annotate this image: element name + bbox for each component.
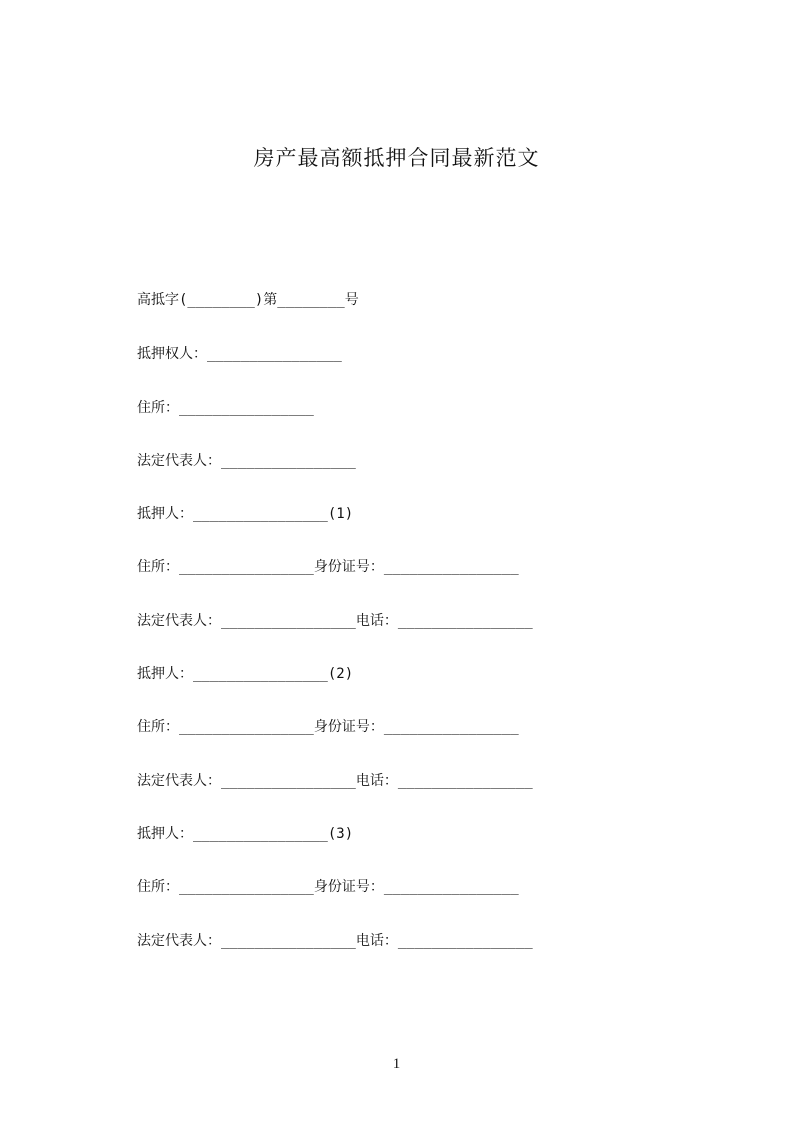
contract-number-line: 高抵字(________)第________号 xyxy=(137,292,359,308)
mortgagor-3-address-id-line: 住所：________________身份证号：________________ xyxy=(137,879,519,895)
mortgagor-3-representative-phone-line: 法定代表人：________________电话：________________ xyxy=(137,933,533,949)
document-title: 房产最高额抵押合同最新范文 xyxy=(253,146,540,170)
mortgagor-1-line: 抵押人：________________(1) xyxy=(137,506,354,522)
page-number: 1 xyxy=(392,1056,401,1072)
mortgagee-line: 抵押权人：________________ xyxy=(137,346,342,362)
mortgagor-2-line: 抵押人：________________(2) xyxy=(137,666,354,682)
mortgagee-representative-line: 法定代表人：________________ xyxy=(137,453,356,469)
mortgagor-1-address-id-line: 住所：________________身份证号：________________ xyxy=(137,559,519,575)
mortgagor-2-address-id-line: 住所：________________身份证号：________________ xyxy=(137,719,519,735)
mortgagee-address-line: 住所：________________ xyxy=(137,400,314,416)
mortgagor-1-representative-phone-line: 法定代表人：________________电话：________________ xyxy=(137,613,533,629)
mortgagor-2-representative-phone-line: 法定代表人：________________电话：________________ xyxy=(137,773,533,789)
mortgagor-3-line: 抵押人：________________(3) xyxy=(137,826,354,842)
